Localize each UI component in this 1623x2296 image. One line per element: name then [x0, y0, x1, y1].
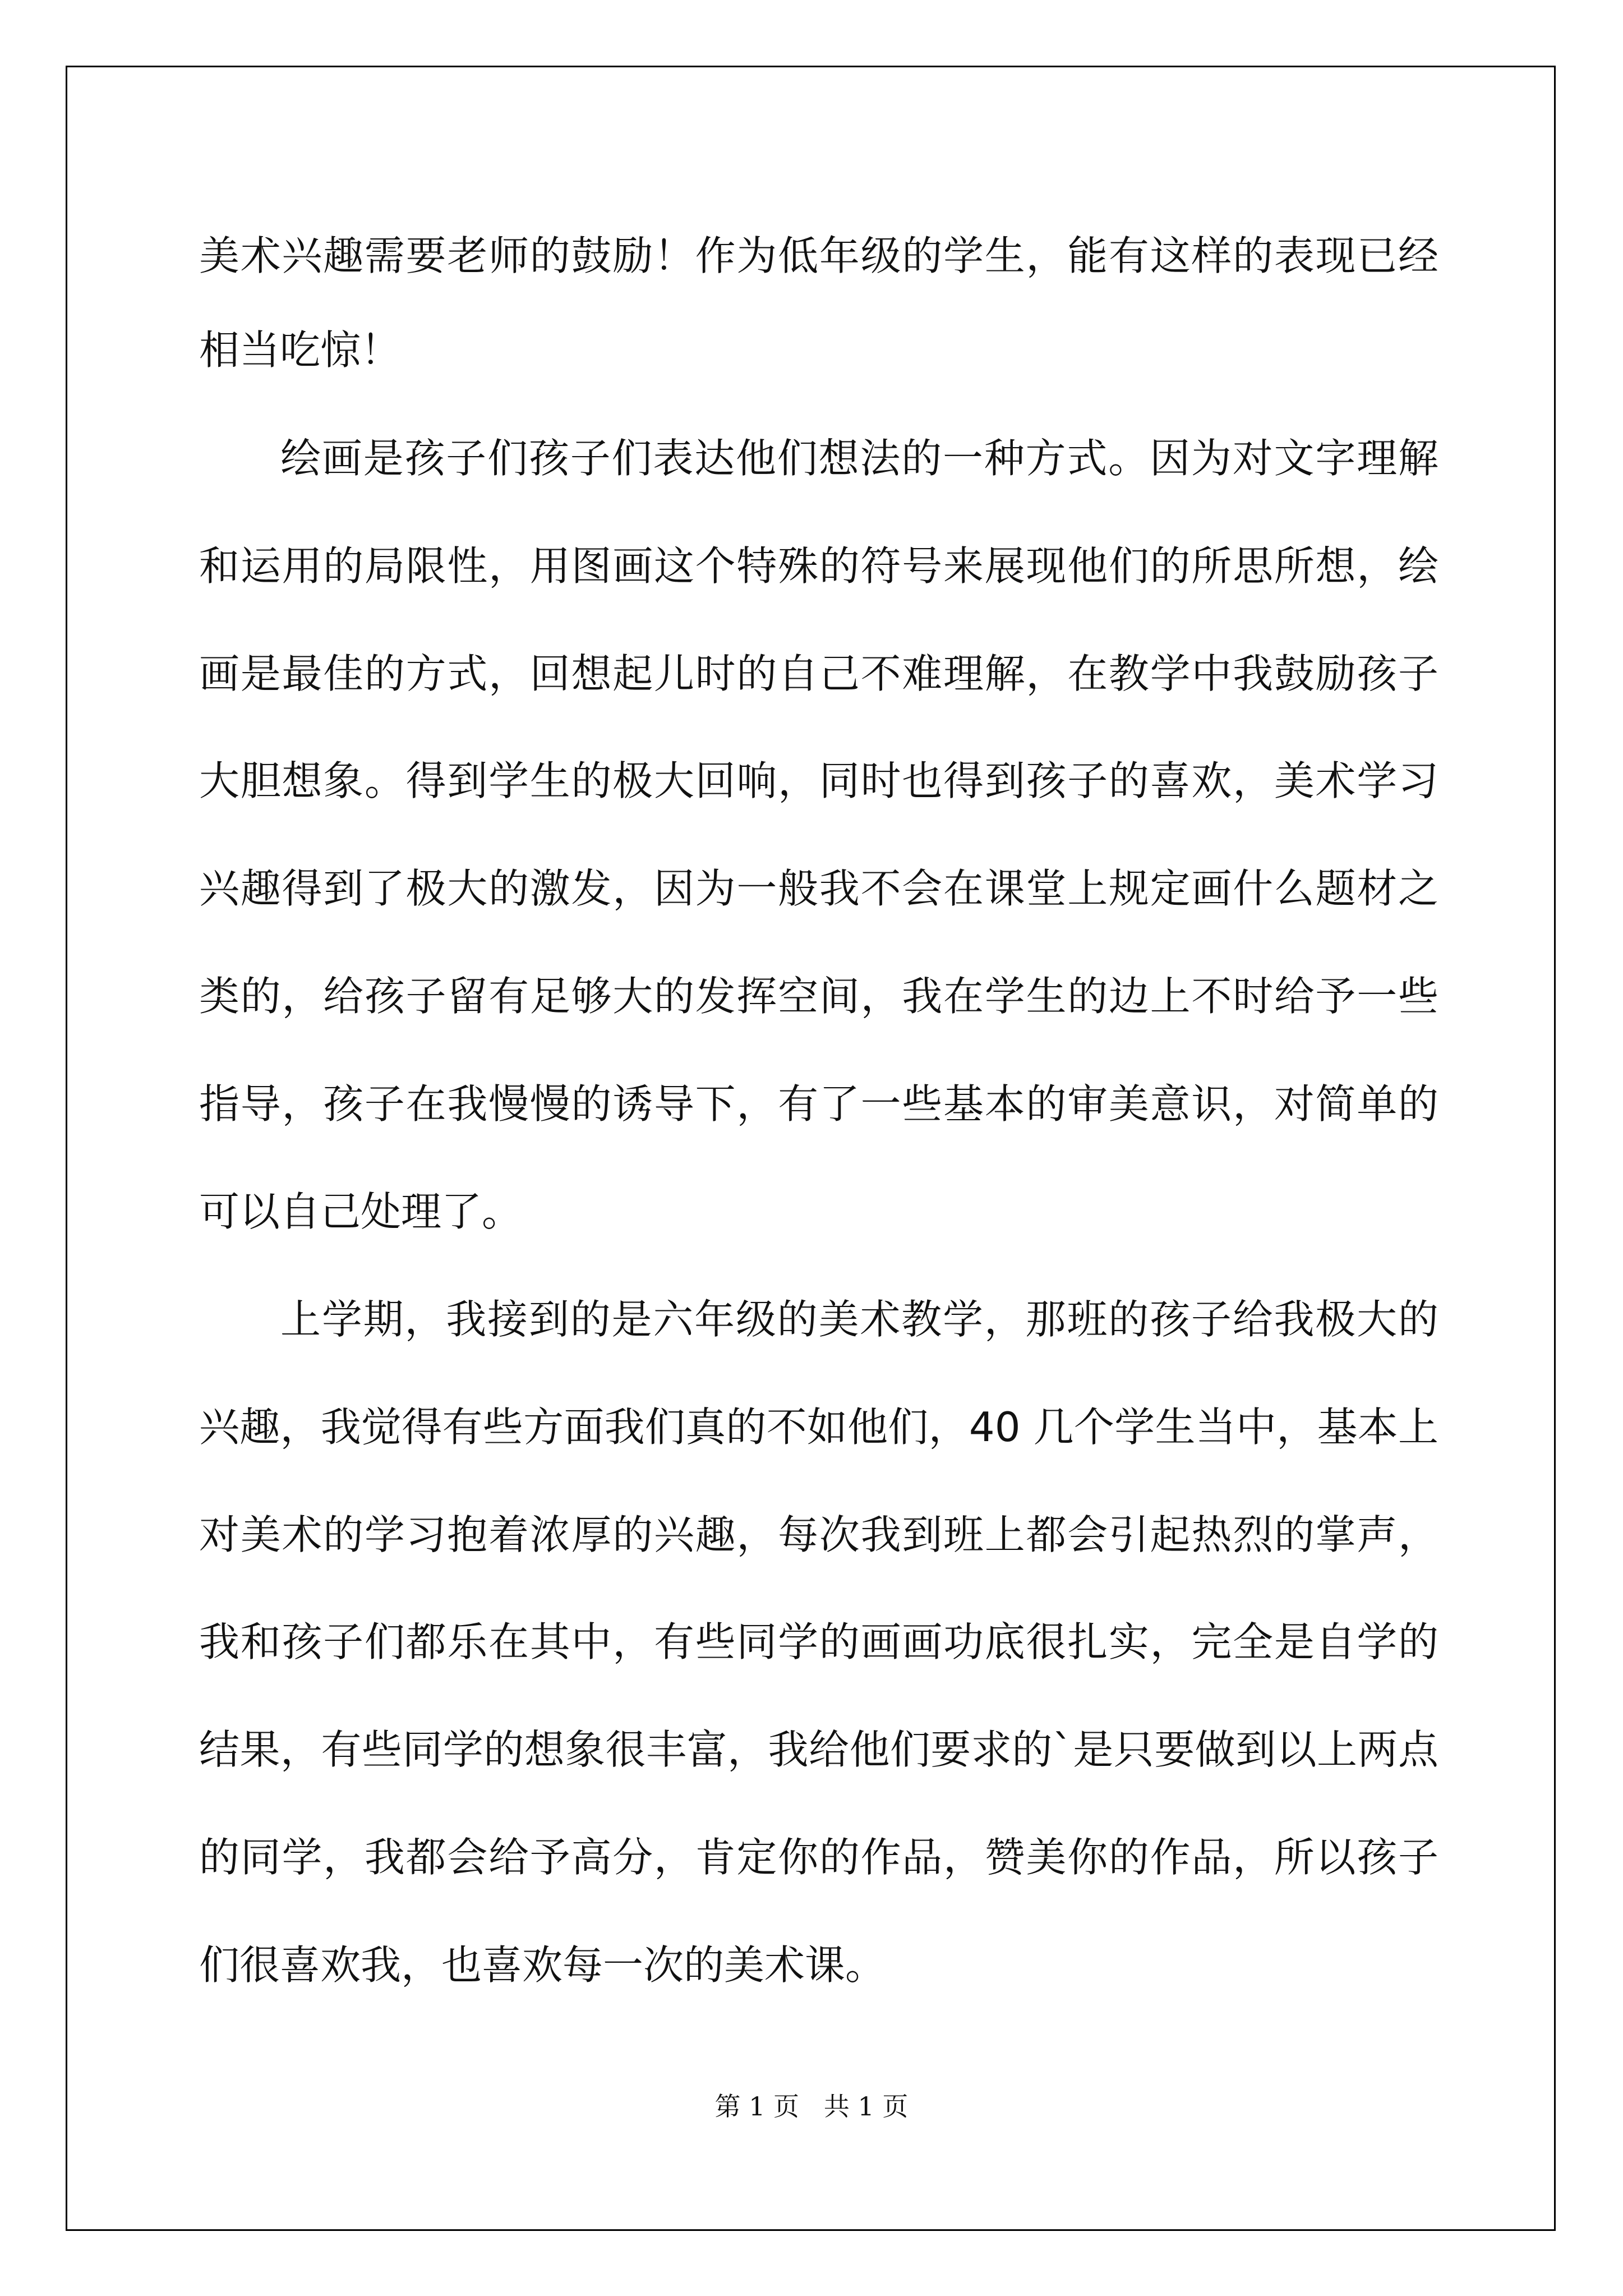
- text-line-14: 我和孩子们都乐在其中，有些同学的画画功底很扎实，完全是自学的: [199, 1618, 1438, 1665]
- text-line-7: 兴趣得到了极大的激发，因为一般我不会在课堂上规定画什么题材之: [199, 865, 1438, 912]
- text-line-3: 绘画是孩子们孩子们表达他们想法的一种方式。因为对文字理解: [280, 435, 1438, 482]
- page-border: [66, 66, 1556, 2231]
- text-line-11: 上学期，我接到的是六年级的美术教学，那班的孩子给我极大的: [280, 1296, 1438, 1343]
- text-line-16: 的同学，我都会给予高分，肯定你的作品，赞美你的作品，所以孩子: [199, 1834, 1438, 1881]
- text-line-9: 指导，孩子在我慢慢的诱导下，有了一些基本的审美意识，对简单的: [199, 1080, 1438, 1128]
- text-line-1: 美术兴趣需要老师的鼓励！作为低年级的学生，能有这样的表现已经: [199, 232, 1438, 279]
- text-line-8: 类的，给孩子留有足够大的发挥空间，我在学生的边上不时给予一些: [199, 973, 1438, 1020]
- text-line-13: 对美术的学习抱着浓厚的兴趣，每次我到班上都会引起热烈的掌声，: [199, 1511, 1438, 1558]
- text-line-5: 画是最佳的方式，回想起儿时的自己不难理解，在教学中我鼓励孩子: [199, 650, 1438, 697]
- text-line-17: 们很喜欢我，也喜欢每一次的美术课。: [199, 1941, 886, 1989]
- text-line-4: 和运用的局限性，用图画这个特殊的符号来展现他们的所思所想，绘: [199, 542, 1438, 590]
- text-line-10: 可以自己处理了。: [199, 1188, 523, 1235]
- text-line-2: 相当吃惊！: [199, 326, 402, 374]
- text-line-12: 兴趣，我觉得有些方面我们真的不如他们，40 几个学生当中，基本上: [199, 1404, 1438, 1451]
- text-line-6: 大胆想象。得到学生的极大回响，同时也得到孩子的喜欢，美术学习: [199, 757, 1438, 804]
- page-footer: 第 1 页 共 1 页: [714, 2091, 909, 2122]
- text-line-15: 结果，有些同学的想象很丰富，我给他们要求的`是只要做到以上两点: [199, 1726, 1438, 1773]
